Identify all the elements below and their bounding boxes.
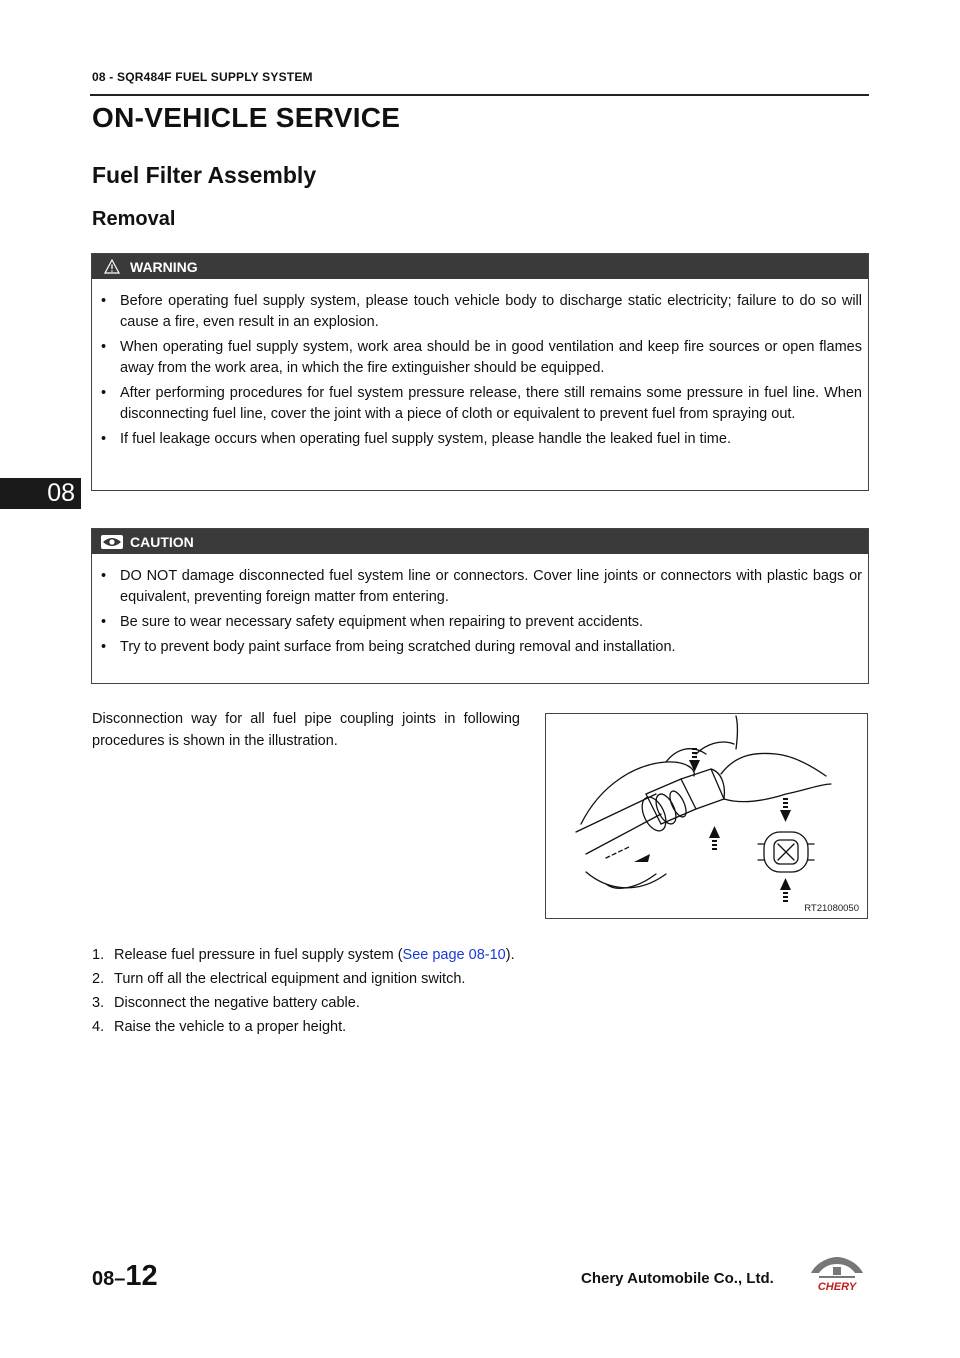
- page-number: [92, 1260, 158, 1293]
- warning-item: • When operating fuel supply system, work area should be in good ventilation and keep fire sources or open flames away from the work area, in which the fire extinguisher should be equipped.: [100, 337, 862, 379]
- intro-paragraph: Disconnection way for all fuel pipe coupling joints in following procedures is shown in the illustration.: [92, 711, 520, 749]
- step-number: 2.: [92, 971, 105, 987]
- step-text: Disconnect the negative battery cable.: [114, 995, 360, 1011]
- step-number: 4.: [92, 1019, 105, 1035]
- caution-box: [91, 528, 869, 684]
- warning-box: [91, 253, 869, 491]
- caution-item: • Try to prevent body paint surface from being scratched during removal and installation.: [100, 637, 862, 658]
- step-number: 3.: [92, 995, 105, 1011]
- warning-item: • Before operating fuel supply system, please touch vehicle body to discharge static electricity; failure to do so will cause a fire, even result in an explosion.: [100, 291, 862, 333]
- step-number: 1.: [92, 947, 105, 963]
- svg-text:CHERY: CHERY: [817, 1281, 857, 1293]
- warning-header: [92, 254, 868, 279]
- page-reference-link[interactable]: See page 08-10: [402, 947, 506, 963]
- page-prefix: 08–: [92, 1268, 126, 1290]
- step-text-tail: ).: [505, 947, 515, 963]
- procedure-steps: [92, 943, 862, 1039]
- page-number-value: 12: [125, 1260, 158, 1292]
- warning-item: • After performing procedures for fuel system pressure release, there still remains some pressure in fuel line. When disconnecting fuel line, cover the joint with a piece of cloth or equivalent to prevent fuel from spraying out.: [100, 383, 862, 425]
- step-text: Release fuel pressure in fuel supply system (: [114, 947, 403, 963]
- figure-label: RT21080050: [804, 903, 859, 914]
- warning-triangle-icon: [100, 258, 124, 276]
- company-name: Chery Automobile Co., Ltd.: [581, 1270, 774, 1287]
- subsection-title: Removal: [92, 208, 176, 230]
- coupling-illustration: [546, 714, 867, 918]
- step-text: Turn off all the electrical equipment and ignition switch.: [114, 971, 466, 987]
- caution-label: CAUTION: [130, 533, 194, 550]
- step-item: [92, 1015, 862, 1039]
- section-title: Fuel Filter Assembly: [92, 162, 317, 188]
- step-item: [92, 967, 862, 991]
- illustration-figure: [545, 713, 868, 919]
- header-rule: [90, 94, 869, 96]
- chery-logo: [805, 1255, 869, 1293]
- eye-icon: [100, 533, 124, 551]
- warning-item: • If fuel leakage occurs when operating fuel supply system, please handle the leaked fuel in time.: [100, 429, 862, 450]
- caution-item: • Be sure to wear necessary safety equipment when repairing to prevent accidents.: [100, 612, 862, 633]
- step-text: Raise the vehicle to a proper height.: [114, 1019, 347, 1035]
- caution-item: • DO NOT damage disconnected fuel system line or connectors. Cover line joints or connectors with plastic bags or equivalent, preventing foreign matter from entering.: [100, 566, 862, 608]
- section-header: 08 - SQR484F FUEL SUPPLY SYSTEM: [92, 70, 313, 84]
- caution-header: [92, 529, 868, 554]
- warning-label: WARNING: [130, 258, 198, 275]
- page-title: ON-VEHICLE SERVICE: [92, 102, 401, 133]
- step-item: [92, 943, 862, 967]
- step-item: [92, 991, 862, 1015]
- chapter-tab: 08: [0, 478, 81, 509]
